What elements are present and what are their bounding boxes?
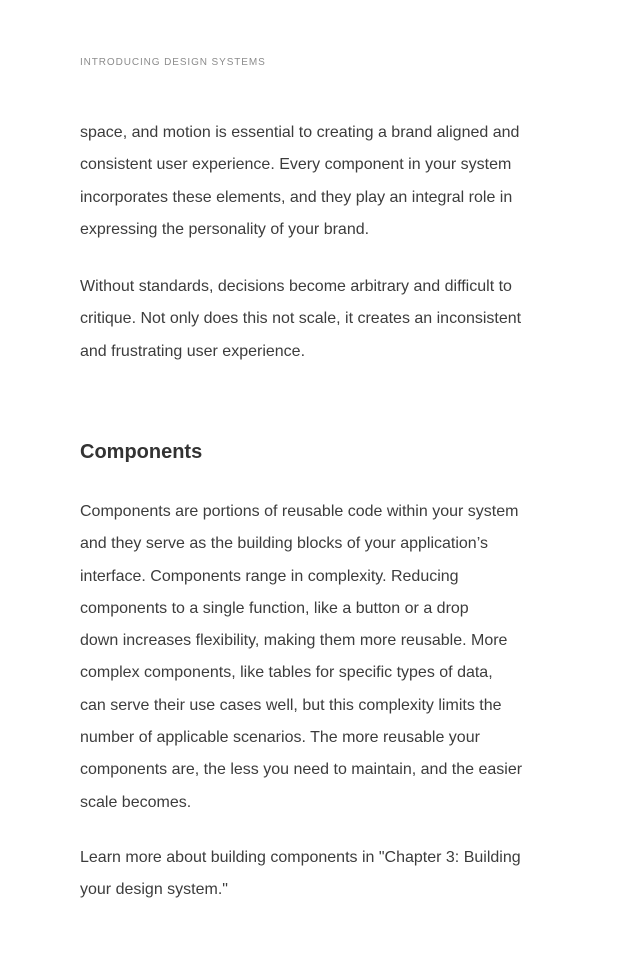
text-line: and they serve as the building blocks of your application’s (80, 535, 488, 553)
text-line: components are, the less you need to maintain, and the easier (80, 761, 523, 779)
text-line: Learn more about building components in "Chapter 3: Building (80, 849, 521, 866)
text-line: incorporates these elements, and they play an integral role in (80, 188, 513, 206)
section-heading: Components (80, 441, 203, 463)
text-line: complex components, like tables for specific types of data, (80, 664, 493, 682)
running-header: INTRODUCING DESIGN SYSTEMS (80, 57, 266, 68)
text-line: number of applicable scenarios. The more reusable your (80, 729, 480, 747)
text-line: and frustrating user experience. (80, 342, 306, 360)
text-line: components to a single function, like a button or a drop (80, 599, 469, 617)
text-line: expressing the personality of your brand. (80, 220, 370, 238)
text-line: Components are portions of reusable code within your system (80, 503, 519, 520)
text-line: your design system." (80, 881, 228, 899)
text-line: down increases flexibility, making them more reusable. More (80, 632, 508, 650)
text-line: critique. Not only does this not scale, it creates an inconsistent (80, 310, 522, 328)
paragraph-components (80, 496, 570, 819)
paragraph-learn-more (80, 842, 570, 907)
text-line: Without standards, decisions become arbitrary and difficult to (80, 278, 512, 295)
paragraph-standards (80, 271, 570, 368)
text-line: scale becomes. (80, 793, 192, 811)
paragraph-intro-continuation (80, 117, 570, 246)
text-line: consistent user experience. Every component in your system (80, 156, 512, 174)
text-line: interface. Components range in complexity. Reducing (80, 567, 459, 585)
text-line: space, and motion is essential to creating a brand aligned and (80, 124, 520, 141)
text-line: can serve their use cases well, but this complexity limits the (80, 696, 502, 714)
